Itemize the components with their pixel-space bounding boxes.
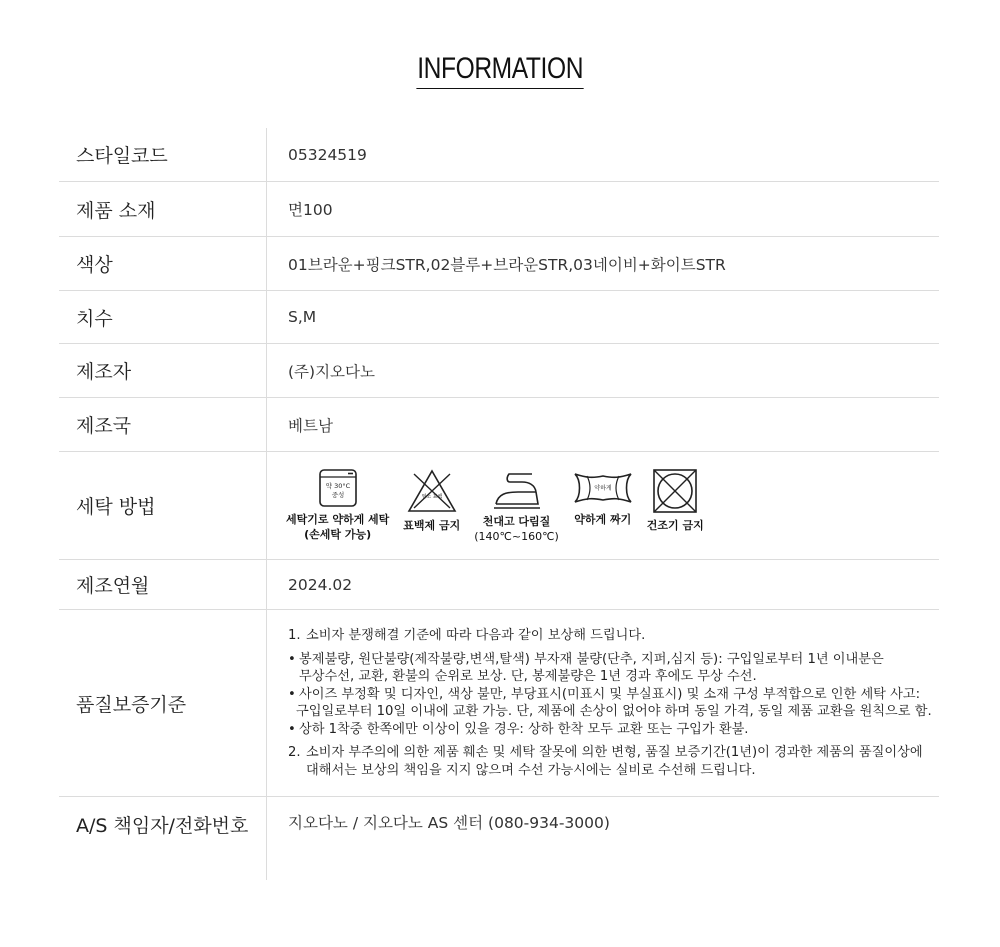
item-text: 소비자 부주의에 의한 제품 훼손 및 세탁 잘못에 의한 변형, 품질 보증기간(1년)이 경과한 제품의 품질이상에 <box>306 745 923 760</box>
item-text-cont: 대해서는 보상의 책임을 지지 않으며 수선 가능시에는 실비로 수선해 드립니다. <box>306 762 756 778</box>
care-item-bleach <box>403 468 460 533</box>
care-caption <box>574 512 631 527</box>
caption-line: 천대고 다림질 <box>482 514 551 528</box>
row-value: (주)지오다노 <box>288 362 375 381</box>
care-icons <box>286 468 718 544</box>
care-item-wash <box>286 468 389 542</box>
wring-inner-text: 약하게 <box>594 484 612 492</box>
info-table <box>59 128 939 880</box>
row-wash <box>59 452 939 560</box>
care-caption <box>474 514 559 544</box>
bullet-dot: • <box>288 686 296 702</box>
wash-30c-neutral-icon <box>318 468 358 508</box>
item-text: 소비자 분쟁해결 기준에 따라 다음과 같이 보상해 드립니다. <box>306 628 646 643</box>
care-caption <box>403 518 460 533</box>
row-date <box>59 560 939 610</box>
bullet-text: 봉제불량, 원단불량(제작불량,변색,탈색) 부자재 불량(단추, 지퍼,심지 등): 구입일로부터 1년 이내분은 <box>299 651 884 667</box>
row-label: 세탁 방법 <box>59 452 267 559</box>
row-label: 제품 소재 <box>59 182 267 236</box>
bullet-text-cont: 구입일로부터 10일 이내에 교환 가능. 단, 제품에 손상이 없어야 하며 동일 가격, 동일 제품 교환을 원칙으로 함. <box>296 704 932 719</box>
row-label: 품질보증기준 <box>59 610 267 796</box>
row-value <box>267 452 939 559</box>
care-item-dry <box>647 468 704 533</box>
care-item-iron <box>474 468 559 544</box>
bullet-text-cont: 무상수선, 교환, 환불의 순위로 보상. 단, 봉제불량은 1년 경과 후에도 무상 수선. <box>299 669 757 684</box>
row-value: 베트남 <box>288 416 333 435</box>
row-value: 05324519 <box>288 145 367 164</box>
row-country <box>59 398 939 452</box>
item-number: 2. <box>288 745 301 760</box>
row-label: 색상 <box>59 237 267 290</box>
row-value: 2024.02 <box>288 575 353 594</box>
caption-line: (손세탁 가능) <box>304 527 372 541</box>
page-title-wrap <box>0 50 1000 89</box>
row-value <box>267 610 939 796</box>
wring-gently-icon <box>573 468 633 508</box>
no-tumble-dry-icon <box>652 468 698 514</box>
row-as <box>59 797 939 880</box>
row-label: 제조연월 <box>59 560 267 609</box>
row-maker <box>59 344 939 398</box>
no-bleach-icon <box>406 468 458 514</box>
row-label: A/S 책임자/전화번호 <box>59 797 267 880</box>
row-size <box>59 291 939 344</box>
row-value: S,M <box>288 308 317 326</box>
quality-bullet-a <box>288 651 932 669</box>
row-value: 01브라운+핑크STR,02블루+브라운STR,03네이비+화이트STR <box>288 255 726 274</box>
row-label: 치수 <box>59 291 267 343</box>
care-caption <box>286 512 389 542</box>
quality-text <box>288 627 932 779</box>
wash-inner-neutral: 중성 <box>331 490 344 499</box>
quality-bullet-b <box>288 686 932 704</box>
bullet-text: 상하 1착중 한쪽에만 이상이 있을 경우: 상하 한착 모두 교환 또는 구입가 환불. <box>299 721 749 737</box>
item-number: 1. <box>288 628 301 643</box>
page-title: INFORMATION <box>416 50 583 89</box>
caption-line: 표백제 금지 <box>403 518 461 532</box>
caption-line: 약하게 짜기 <box>574 512 632 526</box>
quality-item-1 <box>288 627 932 645</box>
caption-line: 세탁기로 약하게 세탁 <box>286 512 390 526</box>
row-quality <box>59 610 939 797</box>
row-label: 스타일코드 <box>59 128 267 181</box>
row-value: 면100 <box>288 201 333 219</box>
caption-line: 건조기 금지 <box>646 518 704 532</box>
quality-bullet-c <box>288 721 932 739</box>
bullet-text: 사이즈 부정확 및 디자인, 색상 불만, 부당표시(미표시 및 부실표시) 및 소재 구성 부적합으로 인한 세탁 사고: <box>299 686 921 702</box>
iron-cloth-icon <box>492 468 542 510</box>
quality-item-2 <box>288 744 932 762</box>
row-style-code <box>59 128 939 182</box>
bullet-dot: • <box>288 651 296 667</box>
wash-inner-temp: 약 30°C <box>325 481 350 490</box>
caption-line: (140℃~160℃) <box>474 529 559 543</box>
row-color <box>59 237 939 291</box>
row-label: 제조자 <box>59 344 267 397</box>
care-item-wring <box>573 468 633 527</box>
bullet-dot: • <box>288 721 296 737</box>
bleach-inner-text: 염소 표백 <box>421 493 443 500</box>
row-label: 제조국 <box>59 398 267 451</box>
row-material <box>59 182 939 237</box>
row-value: 지오다노 / 지오다노 AS 센터 (080-934-3000) <box>288 814 610 832</box>
care-caption <box>647 518 704 533</box>
